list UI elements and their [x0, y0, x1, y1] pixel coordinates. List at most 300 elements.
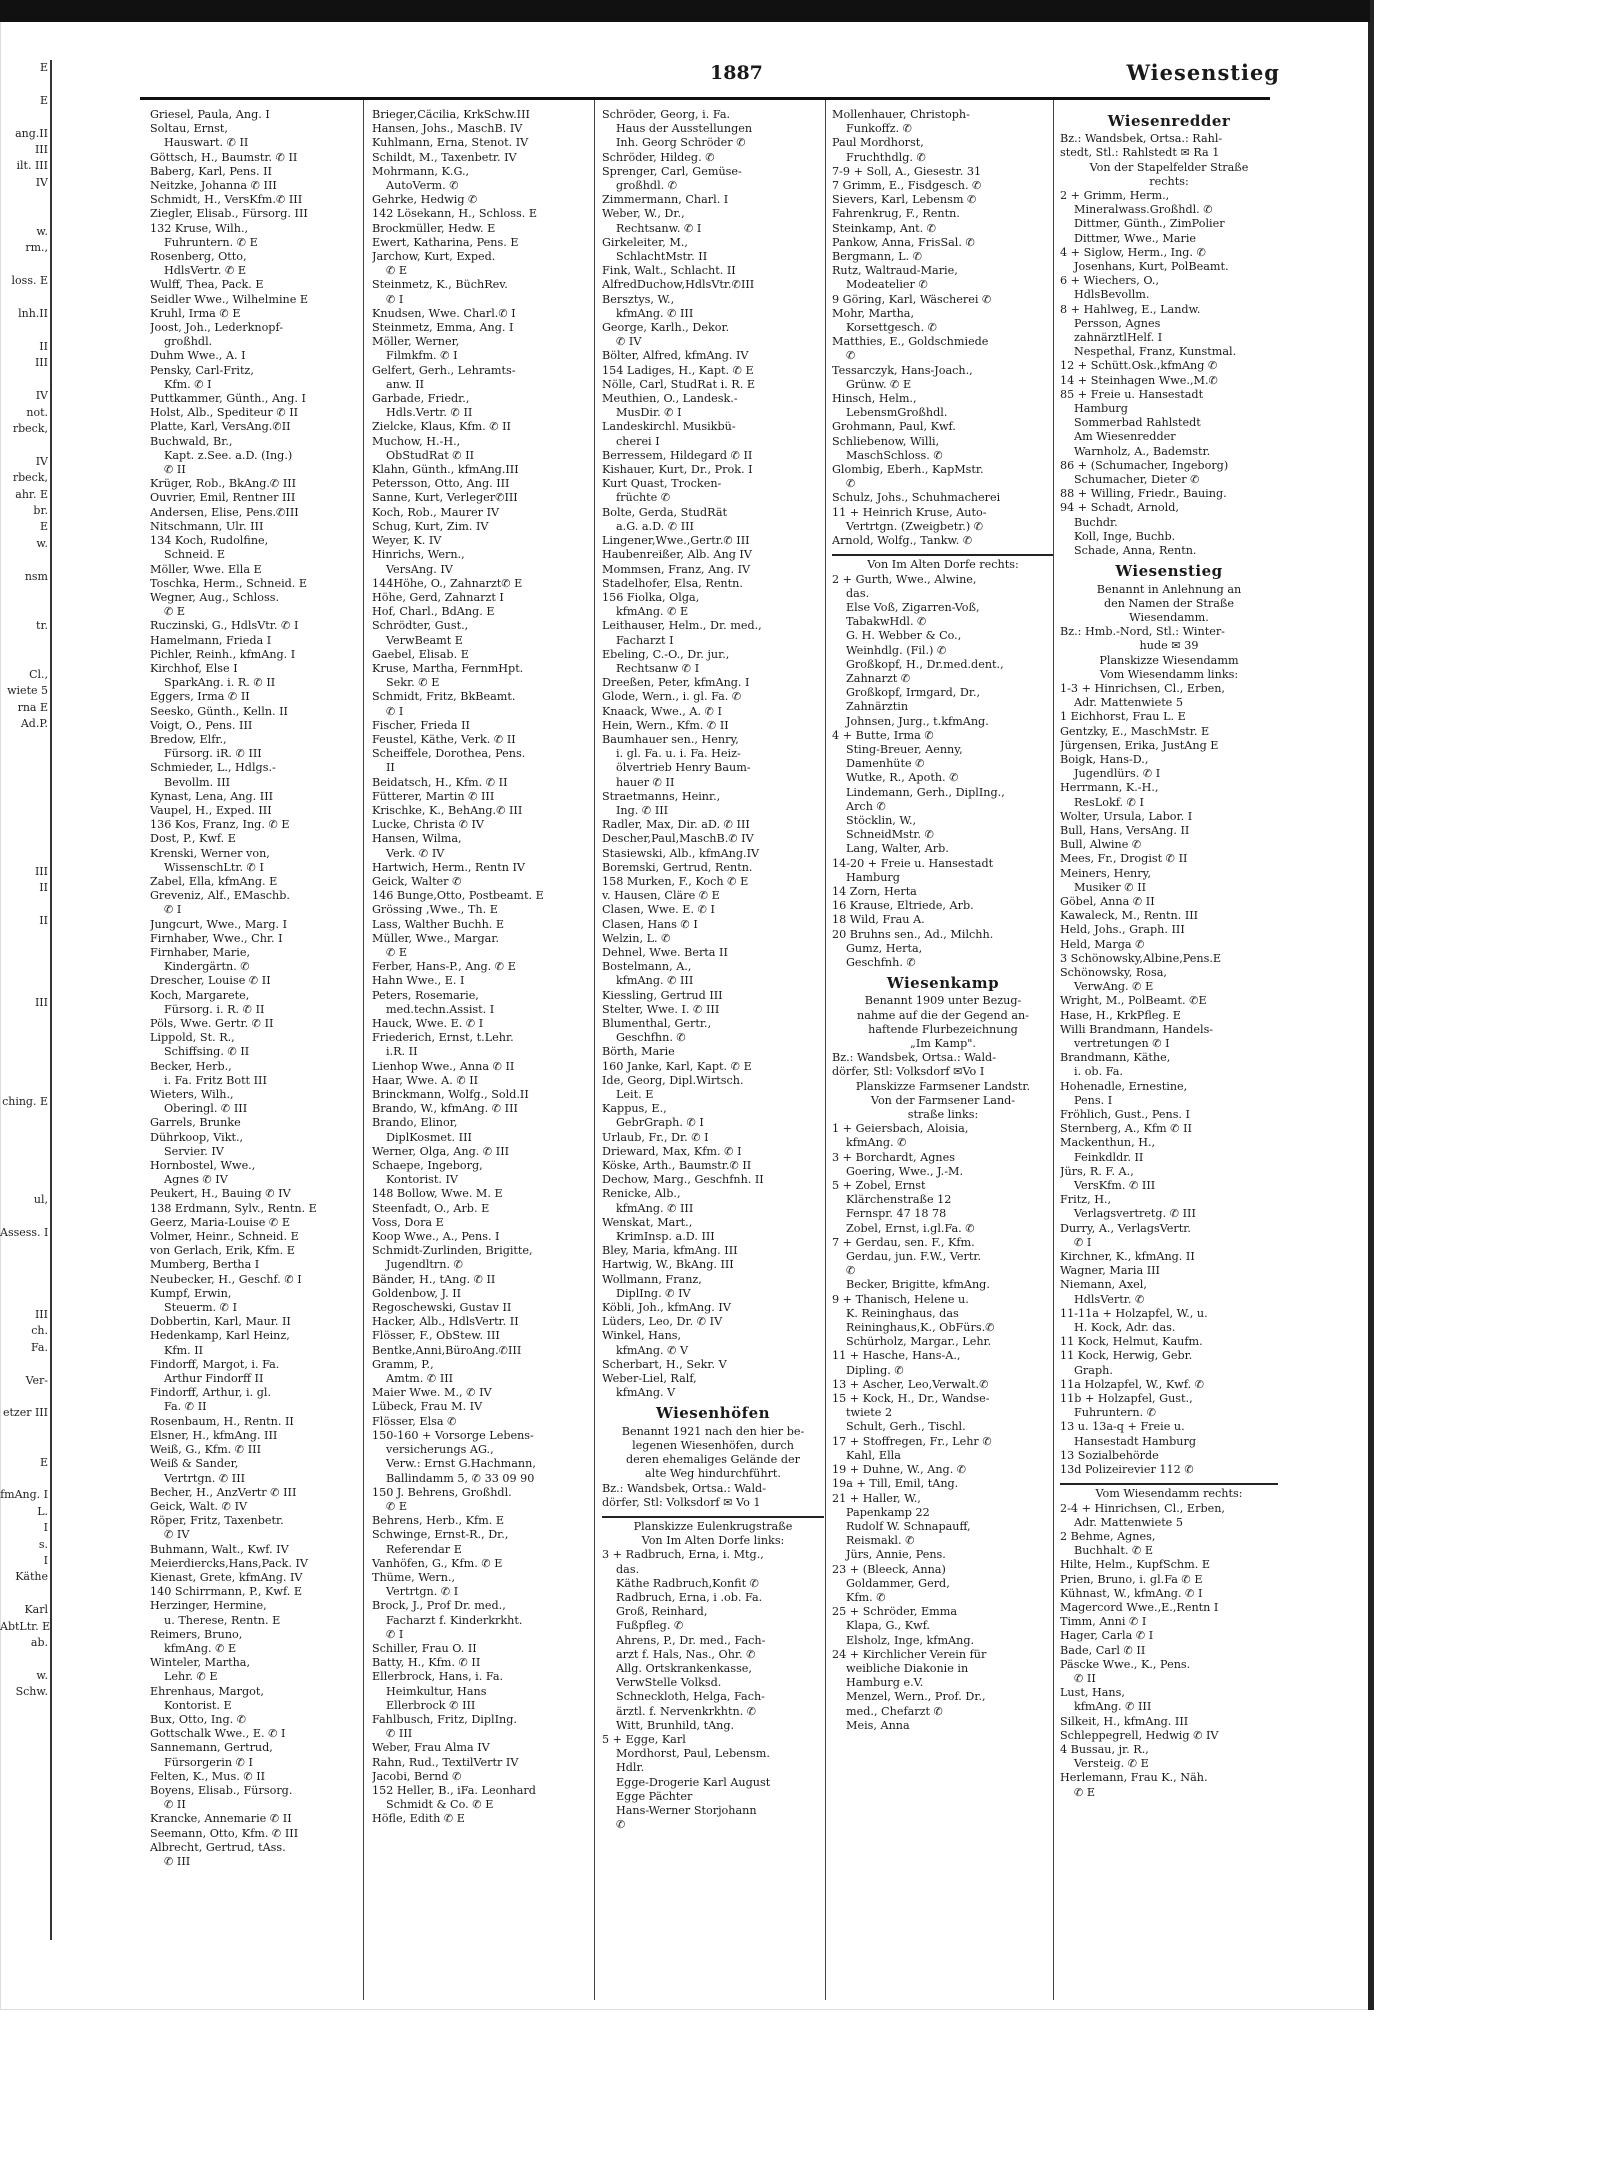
directory-entry: 25 + Schröder, Emma [832, 1605, 958, 1619]
directory-entry: Kappus, E., [602, 1102, 667, 1116]
directory-entry: Sanne, Kurt, Verleger✆III [372, 491, 518, 505]
directory-entry: Steinkamp, Ant. ✆ [832, 221, 937, 235]
directory-entry: LebensmGroßhdl. [846, 406, 948, 420]
strip-fragment [0, 1110, 50, 1126]
directory-entry: Geschfnh. ✆ [846, 955, 916, 969]
directory-entry: das. [846, 586, 870, 600]
directory-entry: G. H. Webber & Co., [846, 629, 962, 643]
directory-entry: Schleppegrell, Hedwig ✆ IV [1060, 1728, 1219, 1742]
directory-entry: Held, Johs., Graph. III [1060, 923, 1185, 937]
strip-fragment [0, 290, 50, 306]
directory-entry: Hdls.Vertr. ✆ II [386, 406, 473, 420]
directory-entry: hauer ✆ II [616, 775, 675, 789]
directory-entry: Buchdr. [1074, 515, 1118, 529]
directory-entry: Urlaub, Fr., Dr. ✆ I [602, 1130, 709, 1144]
directory-entry: Hedenkamp, Karl Heinz, [150, 1329, 290, 1343]
directory-entry: kfmAng. ✆ V [616, 1343, 689, 1357]
directory-entry: Reimers, Bruno, [150, 1627, 243, 1641]
directory-entry: Kontorist. IV [386, 1173, 459, 1187]
street-heading: Wiesenstieg [1115, 562, 1223, 581]
directory-entry: Göttsch, H., Baumstr. ✆ II [150, 150, 298, 164]
directory-entry: Fuhruntern. ✆ E [164, 235, 258, 249]
directory-entry: kfmAng. ✆ III [616, 974, 694, 988]
directory-entry: 156 Fiolka, Olga, [602, 590, 700, 604]
directory-entry: Reismakl. ✆ [846, 1534, 915, 1548]
directory-entry: Hase, H., KrkPfleg. E [1060, 1008, 1181, 1022]
strip-fragment [0, 1258, 50, 1274]
directory-entry: Berressem, Hildegard ✆ II [602, 448, 753, 462]
directory-entry: ✆ II [164, 1798, 186, 1812]
directory-entry: Herrmann, K.-H., [1060, 781, 1159, 795]
directory-entry: Buchwald, Br., [150, 434, 233, 448]
strip-fragment: IV [35, 175, 48, 189]
strip-fragment: ul, [33, 1193, 48, 1207]
directory-entry: Fink, Walt., Schlacht. II [602, 264, 736, 278]
directory-entry: Vaupel, H., Exped. III [150, 803, 272, 817]
street-note: Von der Stapelfelder Straße [1089, 160, 1249, 174]
directory-entry: 14-20 + Freie u. Hansestadt [832, 856, 994, 870]
street-note: hude ✉ 39 [1139, 639, 1199, 653]
directory-entry: Mackenthun, H., [1060, 1136, 1156, 1150]
directory-entry: Wagner, Maria III [1060, 1264, 1160, 1278]
directory-entry: Korsettgesch. ✆ [846, 321, 937, 335]
strip-fragment [0, 208, 50, 224]
strip-fragment: IV [35, 454, 48, 468]
strip-fragment: Käthe [15, 1570, 48, 1584]
directory-entry: 88 + Willing, Friedr., Bauing. [1060, 487, 1227, 501]
directory-entry: Rechtsanw ✆ I [616, 661, 700, 675]
page-number: 1887 [710, 62, 763, 84]
directory-entry: dörfer, Stl: Volksdorf ✉ Vo 1 [602, 1495, 761, 1509]
directory-entry: SchneidMstr. ✆ [846, 828, 934, 842]
directory-entry: 138 Erdmann, Sylv., Rentn. E [150, 1201, 317, 1215]
strip-fragment: III [34, 356, 48, 370]
strip-fragment: rbeck, [12, 421, 48, 435]
directory-entry: Weber-Liel, Ralf, [602, 1372, 697, 1386]
strip-fragment: II [39, 914, 48, 928]
directory-entry: Verlagsvertretg. ✆ III [1074, 1207, 1196, 1221]
directory-entry: i. gl. Fa. u. i. Fa. Heiz- [616, 747, 741, 761]
directory-entry: 134 Koch, Rudolfine, [150, 534, 269, 548]
strip-fragment: E [39, 61, 48, 74]
strip-fragment [0, 962, 50, 978]
directory-entry: Schmieder, L., Hdlgs.- [150, 761, 276, 775]
directory-entry: Joost, Joh., Lederknopf- [150, 321, 283, 335]
directory-entry: twiete 2 [846, 1406, 893, 1420]
strip-fragment [0, 1208, 50, 1224]
strip-fragment: ilt. III [16, 159, 48, 173]
directory-entry: Versteig. ✆ E [1074, 1757, 1149, 1771]
directory-entry: 146 Bunge,Otto, Postbeamt. E [372, 889, 544, 903]
page-edge-shadow [1368, 0, 1374, 2010]
directory-entry: Persson, Agnes [1074, 316, 1161, 330]
directory-entry: Käthe Radbruch,Konfit ✆ [616, 1576, 760, 1590]
directory-entry: Verk. ✆ IV [386, 846, 445, 860]
strip-fragment: L. [37, 1504, 48, 1518]
directory-entry: Winkel, Hans, [602, 1329, 682, 1343]
directory-entry: Seemann, Otto, Kfm. ✆ III [150, 1826, 299, 1840]
directory-entry: Herzinger, Hermine, [150, 1599, 267, 1613]
directory-entry: Bentke,Anni,BüroAng.✆III [372, 1343, 522, 1357]
strip-fragment: III [34, 143, 48, 157]
strip-fragment [0, 946, 50, 962]
strip-fragment [0, 749, 50, 765]
directory-entry: Gentzky, E., MaschMstr. E [1060, 724, 1210, 738]
directory-entry: Fürsorg. iR. ✆ III [164, 747, 262, 761]
directory-entry: Sting-Breuer, Aenny, [846, 742, 963, 756]
strip-fragment: w. [36, 1668, 48, 1682]
directory-entry: Glode, Wern., i. gl. Fa. ✆ [602, 690, 742, 704]
directory-entry: Röper, Fritz, Taxenbetr. [150, 1514, 284, 1528]
directory-entry: 3 + Borchardt, Agnes [832, 1150, 955, 1164]
directory-entry: Durry, A., VerlagsVertr. [1060, 1221, 1191, 1235]
street-note: den Namen der Straße [1104, 596, 1234, 610]
directory-entry: H. Kock, Adr. das. [1074, 1321, 1176, 1335]
directory-entry: Firnhaber, Wwe., Chr. I [150, 931, 283, 945]
directory-entry: Dührkoop, Vikt., [150, 1130, 244, 1144]
strip-fragment: br. [33, 503, 48, 517]
strip-fragment [0, 1290, 50, 1306]
directory-entry: Boigk, Hans-D., [1060, 752, 1149, 766]
directory-entry: Rechtsanw. ✆ I [616, 221, 702, 235]
directory-entry: Fürsorgerin ✆ I [164, 1755, 253, 1769]
strip-fragment [0, 585, 50, 601]
strip-fragment: Cl., [29, 668, 48, 682]
directory-entry: 148 Bollow, Wwe. M. E [372, 1187, 503, 1201]
directory-entry: ✆ E [386, 264, 408, 278]
directory-entry: Steinmetz, Emma, Ang. I [372, 321, 514, 335]
street-heading: Wiesenhöfen [655, 1404, 771, 1423]
directory-entry: VerwStelle Volksd. [616, 1676, 722, 1690]
directory-entry: 15 + Kock, H., Dr., Wandse- [832, 1392, 990, 1406]
directory-entry: Brockmüller, Hedw. E [372, 221, 496, 235]
directory-entry: das. [616, 1562, 640, 1576]
directory-entry: Gramm, P., [372, 1357, 434, 1371]
directory-entry: Bley, Maria, kfmAng. III [602, 1244, 738, 1258]
directory-entry: Steinmetz, K., BüchRev. [372, 278, 508, 292]
directory-entry: Servier. IV [164, 1144, 224, 1158]
directory-entry: Müller, Wwe., Margar. [372, 931, 500, 945]
directory-entry: Bostelmann, A., [602, 960, 692, 974]
strip-fragment: rm., [25, 241, 48, 255]
directory-entry: Willi Brandmann, Handels- [1060, 1022, 1214, 1036]
directory-entry: 7 Grimm, E., Fisdgesch. ✆ [832, 179, 982, 193]
directory-entry: stedt, Stl.: Rahlstedt ✉ Ra 1 [1060, 146, 1220, 160]
directory-entry: Hans-Werner Storjohann [616, 1803, 757, 1817]
directory-entry: MusDir. ✆ I [616, 406, 682, 420]
strip-fragment: AbtLtr. E [0, 1619, 51, 1633]
directory-entry: Matthies, E., Goldschmiede [832, 335, 989, 349]
directory-entry: Hamburg [1074, 402, 1128, 416]
directory-entry: Brando, Elinor, [372, 1116, 458, 1130]
directory-entry: Filmkfm. ✆ I [386, 349, 458, 363]
directory-entry: Platte, Karl, VersAng.✆II [150, 420, 291, 434]
directory-entry: ölvertrieb Henry Baum- [616, 761, 751, 775]
directory-entry: Mohr, Martha, [832, 306, 915, 320]
directory-entry: Reininghaus,K., ObFürs.✆ [846, 1321, 995, 1335]
directory-entry: Schwinge, Ernst-R., Dr., [372, 1528, 509, 1542]
strip-fragment [0, 815, 50, 831]
directory-entry: Fruchthdlg. ✆ [846, 150, 926, 164]
directory-entry: Drescher, Louise ✆ II [150, 974, 271, 988]
directory-entry: 20 Bruhns sen., Ad., Milchh. [832, 927, 994, 941]
directory-entry: 24 + Kirchlicher Verein für [832, 1647, 987, 1661]
directory-entry: 158 Murken, F., Koch ✆ E [602, 874, 749, 888]
directory-entry: Köske, Arth., Baumstr.✆ II [602, 1159, 752, 1173]
directory-entry: Kühnast, W., kfmAng. ✆ I [1060, 1586, 1203, 1600]
strip-fragment [0, 1012, 50, 1028]
directory-entry: 9 + Thanisch, Helene u. [832, 1292, 969, 1306]
directory-entry: Adr. Mattenwiete 5 [1074, 696, 1183, 710]
strip-fragment [0, 1422, 50, 1438]
column-3 [602, 108, 824, 1832]
directory-entry: a.G. a.D. ✆ III [616, 519, 694, 533]
directory-entry: Gehrke, Hedwig ✆ [372, 193, 478, 207]
directory-entry: Koop Wwe., A., Pens. I [372, 1230, 500, 1244]
directory-entry: Vertrtgn. (Zweigbetr.) ✆ [846, 519, 984, 533]
directory-entry: 21 + Haller, W., [832, 1491, 921, 1505]
section-rule [602, 1516, 824, 1518]
directory-entry: ✆ [846, 1264, 856, 1278]
directory-entry: Voigt, O., Pens. III [150, 718, 253, 732]
directory-entry: Oberingl. ✆ III [164, 1102, 248, 1116]
directory-entry: ärztl. f. Nervenkrkhtn. ✆ [616, 1704, 757, 1718]
strip-fragment [0, 437, 50, 453]
directory-entry: Möller, Wwe. Ella E [150, 562, 262, 576]
directory-entry: Hauck, Wwe. E. ✆ I [372, 1017, 484, 1030]
directory-entry: Egge-Drogerie Karl August [616, 1775, 771, 1789]
directory-entry: 5 + Egge, Karl [602, 1732, 686, 1746]
directory-entry: Timm, Anni ✆ I [1060, 1615, 1147, 1629]
strip-fragment [0, 601, 50, 617]
directory-entry: Vanhöfen, G., Kfm. ✆ E [372, 1556, 503, 1570]
directory-entry: ✆ I [386, 292, 404, 306]
directory-entry: 132 Kruse, Wilh., [150, 221, 249, 235]
directory-entry: Dost, P., Kwf. E [150, 832, 236, 846]
strip-fragment [0, 1159, 50, 1175]
directory-entry: Ferber, Hans-P., Ang. ✆ E [372, 960, 516, 974]
directory-entry: Hohenadle, Ernestine, [1060, 1079, 1188, 1093]
directory-entry: Inh. Georg Schröder ✆ [616, 136, 746, 150]
directory-entry: i. Fa. Fritz Bott III [164, 1073, 267, 1087]
strip-fragment [0, 191, 50, 207]
directory-entry: Brock, J., Prof Dr. med., [372, 1599, 506, 1613]
directory-entry: Nölle, Carl, StudRat i. R. E [602, 377, 756, 391]
directory-entry: Andersen, Elise, Pens.✆III [150, 505, 299, 519]
directory-entry: Allg. Ortskrankenkasse, [616, 1661, 752, 1675]
directory-entry: 86 + (Schumacher, Ingeborg) [1060, 458, 1229, 472]
directory-entry: ✆ [616, 1818, 626, 1832]
directory-entry: Blumenthal, Gertr., [602, 1017, 712, 1030]
directory-entry: Weiß, G., Kfm. ✆ III [150, 1443, 261, 1457]
directory-entry: Schneid. E [164, 548, 225, 562]
directory-entry: Zahnärztin [846, 700, 909, 714]
directory-entry: 13d Polizeirevier 112 ✆ [1060, 1463, 1194, 1477]
directory-entry: 2 + Grimm, Herm., [1060, 189, 1170, 203]
strip-fragment: lnh.II [18, 307, 48, 321]
directory-entry: Hansen, Wilma, [372, 832, 462, 846]
directory-entry: Heimkultur, Hans [386, 1684, 487, 1698]
strip-fragment: I [43, 1553, 48, 1567]
directory-entry: 142 Lösekann, H., Schloss. E [372, 207, 538, 221]
street-note: Benannt in Anlehnung an [1096, 582, 1242, 596]
directory-entry: Werner, Olga, Ang. ✆ III [372, 1144, 510, 1158]
directory-entry: Wollmann, Franz, [602, 1272, 702, 1286]
directory-entry: Kruhl, Irma ✆ E [150, 306, 241, 320]
directory-entry: Mumberg, Bertha I [150, 1258, 260, 1272]
strip-fragment: Fa. [31, 1340, 48, 1354]
directory-entry: 7-9 + Soll, A., Giesestr. 31 [832, 164, 982, 178]
directory-entry: kfmAng. ✆ E [616, 605, 689, 619]
directory-entry: 17 + Stoffregen, Fr., Lehr ✆ [832, 1434, 992, 1448]
directory-entry: Clasen, Wwe. E. ✆ I [602, 903, 715, 917]
directory-entry: Koch, Margarete, [150, 988, 250, 1002]
directory-entry: 150-160 + Vorsorge Lebens- [372, 1428, 534, 1442]
strip-fragment: s. [38, 1537, 48, 1551]
directory-entry: 19 + Duhne, W., Ang. ✆ [832, 1463, 967, 1477]
strip-fragment [0, 257, 50, 273]
directory-entry: ✆ III [386, 1727, 413, 1741]
directory-entry: arzt f. Hals, Nas., Ohr. ✆ [616, 1647, 756, 1661]
column-1 [150, 108, 372, 1869]
directory-entry: Toschka, Herm., Schneid. E [150, 576, 308, 590]
directory-entry: Hansen, Johs., MaschB. IV [372, 122, 523, 136]
street-note: Planskizze Eulenkrugstraße [633, 1519, 793, 1533]
directory-entry: Volmer, Heinr., Schneid. E [150, 1230, 299, 1244]
directory-entry: HdlsVertr. ✆ [1074, 1292, 1145, 1306]
directory-entry: med.techn.Assist. I [386, 1002, 495, 1016]
directory-entry: 11 Kock, Herwig, Gebr. [1060, 1349, 1193, 1363]
directory-entry: Hein, Wern., Kfm. ✆ II [602, 718, 729, 732]
strip-fragment: w. [36, 536, 48, 550]
directory-entry: Grünw. ✆ E [846, 377, 912, 391]
directory-entry: 11 Kock, Helmut, Kaufm. [1060, 1335, 1203, 1349]
strip-fragment: ahr. E [15, 487, 48, 501]
street-note: Vom Wiesendamm links: [1099, 667, 1239, 681]
directory-entry: VersAng. IV [386, 562, 453, 576]
directory-entry: ObStudRat ✆ II [386, 448, 475, 462]
directory-entry: 4 Bussau, jr. R., [1060, 1742, 1149, 1756]
directory-entry: Schmidt & Co. ✆ E [386, 1798, 494, 1812]
directory-entry: Klärchenstraße 12 [846, 1193, 952, 1207]
directory-entry: Baberg, Karl, Pens. II [150, 164, 272, 178]
directory-entry: Sprenger, Carl, Gemüse- [602, 164, 742, 178]
directory-entry: Witt, Brunhild, tAng. [616, 1718, 735, 1732]
directory-entry: ✆ [846, 349, 856, 363]
directory-entry: Fürsorg. i. R. ✆ II [164, 1002, 265, 1016]
directory-entry: 2 + Gurth, Wwe., Alwine, [832, 572, 977, 586]
directory-entry: Zahnarzt ✆ [846, 671, 911, 685]
directory-entry: Pankow, Anna, FrisSal. ✆ [832, 235, 975, 249]
directory-entry: Rutz, Waltraud-Marie, [832, 264, 958, 278]
directory-entry: ResLokf. ✆ I [1074, 795, 1144, 809]
directory-entry: Schmidt, H., VersKfm.✆ III [150, 193, 303, 207]
directory-entry: Rahn, Rud., TextilVertr IV [372, 1755, 519, 1769]
directory-entry: Kirchhof, Else I [150, 661, 238, 675]
directory-entry: Kahl, Ella [846, 1448, 901, 1462]
directory-entry: Graph. [1074, 1363, 1113, 1377]
directory-entry: Renicke, Alb., [602, 1187, 681, 1201]
strip-fragment [0, 372, 50, 388]
strip-fragment: E [39, 93, 48, 107]
directory-entry: Gerdau, jun. F.W., Vertr. [846, 1250, 982, 1264]
directory-entry: MaschSchloss. ✆ [846, 448, 943, 462]
directory-entry: Ellerbrock ✆ III [386, 1698, 476, 1712]
street-note: „Im Kamp". [910, 1037, 976, 1050]
directory-entry: Radbruch, Erna, i .ob. Fa. [616, 1590, 763, 1604]
strip-fragment [0, 930, 50, 946]
directory-entry: ✆ II [164, 463, 186, 477]
directory-entry: Krüger, Rob., BkAng.✆ III [150, 477, 297, 491]
directory-entry: Stöcklin, W., [846, 813, 917, 827]
directory-entry: Gottschalk Wwe., E. ✆ I [150, 1727, 286, 1741]
strip-fragment: I [43, 1521, 48, 1535]
directory-entry: SchlachtMstr. II [616, 250, 708, 264]
directory-entry: Bänder, H., tAng. ✆ II [372, 1272, 496, 1286]
directory-entry: Josenhans, Kurt, PolBeamt. [1074, 260, 1229, 274]
directory-entry: Köbli, Joh., kfmAng. IV [602, 1301, 731, 1315]
directory-entry: Hamburg e.V. [846, 1676, 924, 1690]
directory-entry: Felten, K., Mus. ✆ II [150, 1769, 266, 1783]
directory-entry: Wieters, Wilh., [150, 1088, 234, 1102]
strip-fragment: IV [35, 389, 48, 403]
directory-entry: Kfm. ✆ [846, 1590, 886, 1604]
directory-entry: Nitschmann, Ulr. III [150, 519, 264, 533]
directory-entry: Muchow, H.-H., [372, 434, 461, 448]
directory-entry: Facharzt f. Kinderkrkht. [386, 1613, 523, 1627]
directory-entry: Lingener,Wwe.,Gertr.✆ III [602, 534, 750, 548]
strip-fragment: Karl [24, 1603, 48, 1617]
strip-fragment: ch. [31, 1324, 48, 1338]
directory-entry: Bredow, Elfr., [150, 732, 227, 746]
strip-fragment: ab. [30, 1636, 48, 1649]
directory-entry: Rosenberg, Otto, [150, 250, 247, 264]
directory-entry: Zobel, Ernst, i.gl.Fa. ✆ [846, 1221, 975, 1235]
directory-entry: 11 + Hasche, Hans-A., [832, 1349, 961, 1363]
strip-fragment: rna E [17, 700, 48, 714]
directory-entry: Gaebel, Elisab. E [372, 647, 469, 661]
directory-entry: Firnhaber, Marie, [150, 945, 251, 959]
directory-entry: Drieward, Max, Kfm. ✆ I [602, 1144, 742, 1158]
directory-entry: Mollenhauer, Christoph- [832, 108, 970, 121]
directory-entry: Meuthien, O., Landesk.- [602, 392, 738, 406]
directory-entry: Arch ✆ [846, 799, 886, 813]
directory-entry: Peters, Rosemarie, [372, 988, 479, 1002]
directory-entry: Dechow, Marg., Geschfnh. II [602, 1173, 764, 1187]
directory-entry: Leithauser, Helm., Dr. med., [602, 619, 762, 633]
directory-entry: Flösser, F., ObStew. III [372, 1329, 500, 1343]
directory-entry: Papenkamp 22 [846, 1505, 930, 1519]
strip-fragment [0, 552, 50, 568]
strip-fragment: III [34, 996, 48, 1010]
directory-entry: früchte ✆ [616, 491, 671, 505]
directory-entry: Schug, Kurt, Zim. IV [372, 519, 489, 533]
strip-fragment: fmAng. I [0, 1488, 48, 1502]
directory-entry: Haar, Wwe. A. ✆ II [372, 1073, 479, 1087]
directory-entry: Petersson, Otto, Ang. III [372, 477, 510, 491]
directory-entry: 150 J. Behrens, Großhdl. [372, 1485, 512, 1499]
directory-entry: ✆ E [1074, 1785, 1096, 1799]
directory-entry: Schildt, M., Taxenbetr. IV [372, 150, 517, 164]
directory-entry: Klahn, Günth., kfmAng.III [372, 463, 519, 477]
directory-entry: Facharzt I [616, 633, 674, 647]
directory-entry: VersKfm. ✆ III [1074, 1179, 1156, 1193]
directory-entry: Seesko, Günth., Kelln. II [150, 704, 288, 718]
street-note: Benannt 1921 nach den hier be- [621, 1424, 805, 1438]
directory-entry: großhdl. [164, 335, 213, 349]
directory-entry: Wright, M., PolBeamt. ✆E [1060, 994, 1207, 1008]
directory-entry: Vertrtgn. ✆ III [164, 1471, 246, 1485]
